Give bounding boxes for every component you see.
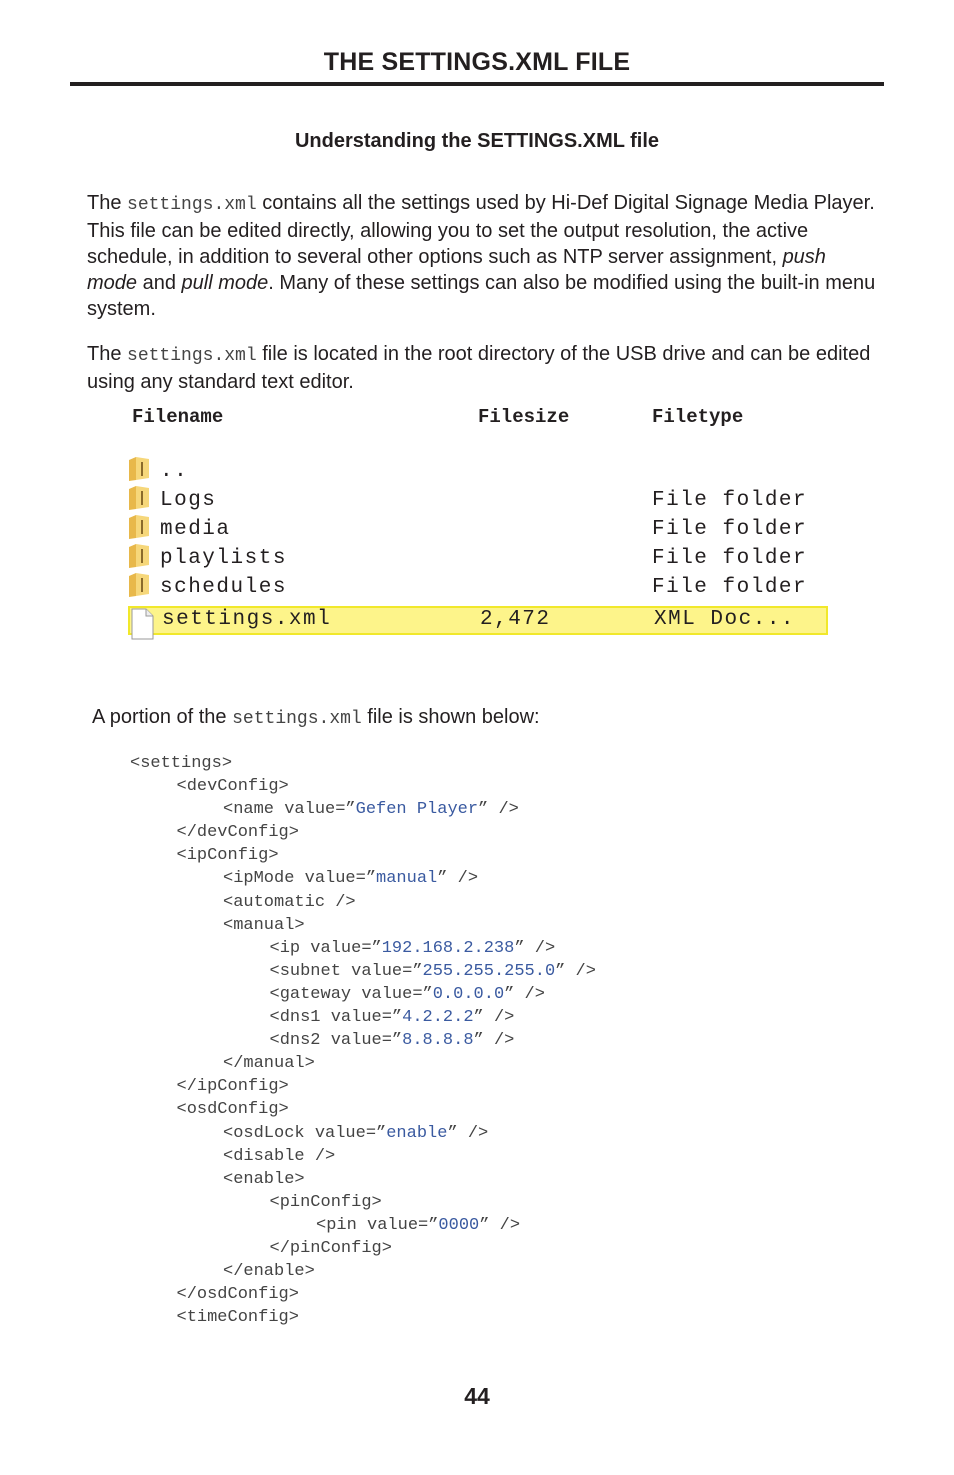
code-line — [130, 1191, 596, 1214]
code-pre: </devConfig> — [176, 823, 299, 843]
code-line — [130, 891, 596, 914]
code-line — [130, 960, 596, 983]
code-val: manual — [376, 869, 438, 889]
code-post: ” /> — [447, 1123, 489, 1143]
code-post: ” /> — [437, 869, 479, 889]
code-line — [130, 1075, 596, 1098]
folder-icon — [128, 485, 150, 511]
folder-icon — [128, 572, 150, 598]
code-line — [130, 1260, 596, 1283]
code-line — [130, 1145, 596, 1168]
inline-code: settings.xml — [232, 709, 362, 729]
file-row — [128, 606, 828, 635]
code-line — [130, 752, 596, 775]
code-val: 255.255.255.0 — [422, 961, 556, 981]
code-pre: <dns2 value=” — [269, 1031, 403, 1051]
code-post: ” /> — [473, 1008, 515, 1028]
inline-code: settings.xml — [127, 195, 257, 215]
intro-paragraph: The settings.xml contains all the settings used by Hi-Def Digital Signage Media Player. This file can be edited directly, allowing you to set the output resolution, the active schedule, in addition to several other options such as NTP server assignment, push mode and pull mode. Many of these settings can also be modified using the built-in menu system. — [87, 192, 876, 320]
code-line — [130, 798, 596, 821]
code-pre: <ip value=” — [269, 938, 382, 958]
code-pre: <pinConfig> — [269, 1192, 382, 1212]
folder-icon — [128, 456, 150, 482]
code-pre: <name value=” — [223, 800, 356, 820]
code-pre: <devConfig> — [176, 777, 289, 797]
file-name-cell: .. — [160, 460, 189, 483]
code-pre: <enable> — [223, 1169, 305, 1189]
file-type-cell: File folder — [652, 518, 808, 541]
code-post: ” /> — [473, 1031, 515, 1051]
code-post: ” /> — [555, 961, 596, 981]
code-pre: </pinConfig> — [269, 1238, 392, 1258]
code-line — [130, 1006, 596, 1029]
code-line — [130, 1168, 596, 1191]
file-type-cell: File folder — [652, 489, 808, 512]
code-pre: <gateway value=” — [269, 984, 433, 1004]
code-pre: <subnet value=” — [269, 961, 423, 981]
code-pre: <ipMode value=” — [223, 869, 377, 889]
file-row — [128, 545, 828, 574]
file-type-cell: XML Doc... — [654, 608, 796, 631]
file-name-cell: Logs — [160, 489, 217, 512]
code-line — [130, 914, 596, 937]
code-pre: </osdConfig> — [176, 1285, 299, 1305]
code-line — [130, 1098, 596, 1121]
file-row — [128, 516, 828, 545]
xml-code-block — [130, 752, 596, 1329]
code-val: 4.2.2.2 — [402, 1008, 474, 1028]
col-header-filename: Filename — [132, 406, 224, 428]
code-line — [130, 867, 596, 890]
code-line — [130, 1122, 596, 1145]
col-header-filetype: Filetype — [652, 406, 744, 428]
code-pre: </enable> — [223, 1262, 315, 1282]
code-line — [130, 821, 596, 844]
code-val: 192.168.2.238 — [381, 938, 515, 958]
code-pre: </manual> — [223, 1054, 315, 1074]
portion-caption: A portion of the settings.xml file is shown below: — [92, 706, 540, 729]
page-title: THE SETTINGS.XML FILE — [323, 48, 631, 76]
code-line — [130, 937, 596, 960]
code-pre: <dns1 value=” — [269, 1008, 403, 1028]
code-val: enable — [386, 1123, 448, 1143]
code-line — [130, 1214, 596, 1237]
code-line — [130, 1306, 596, 1329]
code-pre: <osdLock value=” — [223, 1123, 387, 1143]
file-type-cell: File folder — [652, 547, 808, 570]
code-pre: </ipConfig> — [176, 1077, 289, 1097]
file-name-cell: playlists — [160, 547, 287, 570]
code-pre: <ipConfig> — [176, 846, 279, 866]
file-row — [128, 574, 828, 603]
title-rule — [70, 82, 884, 86]
file-name-cell: schedules — [160, 576, 287, 599]
code-pre: <disable /> — [223, 1146, 336, 1166]
code-line — [130, 983, 596, 1006]
col-header-filesize: Filesize — [478, 406, 570, 428]
code-val: Gefen Player — [355, 800, 479, 820]
file-row — [128, 458, 828, 487]
code-pre: <osdConfig> — [176, 1100, 289, 1120]
code-val: 8.8.8.8 — [402, 1031, 474, 1051]
file-name-cell: media — [160, 518, 231, 541]
code-post: ” /> — [478, 800, 519, 820]
code-pre: <settings> — [130, 754, 233, 773]
page-number: 44 — [464, 1383, 490, 1409]
file-name-cell: settings.xml — [162, 608, 332, 631]
document-icon — [130, 608, 154, 640]
code-val: 0000 — [438, 1215, 480, 1235]
location-paragraph: The settings.xml file is located in the root directory of the USB drive and can be edited using any standard text editor. — [87, 343, 871, 393]
code-pre: <manual> — [223, 915, 305, 935]
code-line — [130, 844, 596, 867]
code-post: ” /> — [504, 984, 545, 1004]
folder-icon — [128, 514, 150, 540]
file-size-cell: 2,472 — [480, 608, 551, 631]
code-val: 0.0.0.0 — [432, 984, 505, 1004]
code-post: ” /> — [479, 1215, 521, 1235]
code-line — [130, 1029, 596, 1052]
code-pre: <pin value=” — [316, 1215, 439, 1235]
code-line — [130, 1237, 596, 1260]
folder-icon — [128, 543, 150, 569]
code-line — [130, 1052, 596, 1075]
inline-code: settings.xml — [127, 346, 257, 366]
code-line — [130, 1283, 596, 1306]
code-pre: <timeConfig> — [176, 1308, 299, 1328]
code-pre: <automatic /> — [223, 892, 356, 912]
section-subtitle: Understanding the SETTINGS.XML file — [294, 130, 660, 152]
file-type-cell: File folder — [652, 576, 808, 599]
file-row — [128, 487, 828, 516]
code-line — [130, 775, 596, 798]
code-post: ” /> — [514, 938, 556, 958]
